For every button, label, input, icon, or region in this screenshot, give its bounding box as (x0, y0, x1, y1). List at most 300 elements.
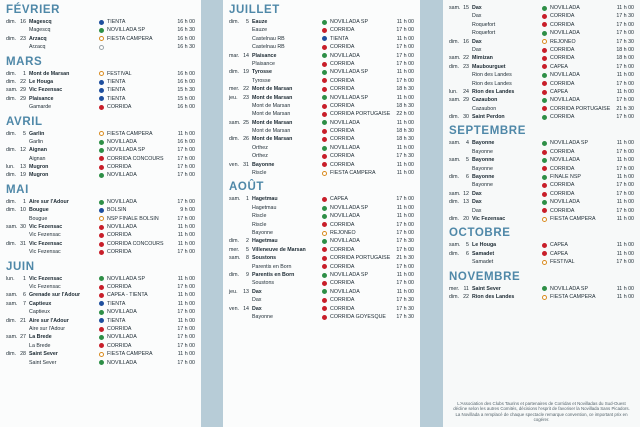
event-type: FINALE NSP (550, 174, 581, 181)
event-type-icon (542, 150, 547, 155)
event-row (449, 258, 634, 266)
event-place: La Brede (29, 334, 52, 341)
event-type-icon (542, 22, 547, 27)
event-weekday: dim. (229, 136, 240, 143)
event-weekday: mer. (449, 285, 460, 292)
event-row (229, 169, 414, 177)
event-row (6, 78, 195, 86)
event-type-icon (99, 318, 104, 323)
event-row (449, 215, 634, 223)
event-date: 29 (463, 97, 469, 104)
event-place: Aire sur l'Adour (29, 198, 69, 205)
event-type-icon (322, 273, 327, 278)
event-date: 28 (20, 351, 26, 358)
event-row (6, 240, 195, 248)
event-weekday: sam. (6, 334, 18, 341)
event-time: 11 h 00 (616, 215, 634, 222)
event-type: NOVILLADA (330, 119, 360, 126)
event-place: Soustons (252, 280, 275, 287)
event-time: 17 h 00 (177, 164, 195, 171)
event-date: 2 (246, 238, 249, 245)
event-place: Soustons (252, 255, 277, 262)
event-place: Saint Sever (472, 285, 501, 292)
event-row (229, 246, 414, 254)
event-place: Aire sur l'Adour (29, 317, 69, 324)
event-row (229, 271, 414, 279)
event-weekday: dim. (449, 199, 460, 206)
month-heading: MAI (6, 183, 29, 196)
event-row (6, 35, 195, 43)
event-row (229, 195, 414, 203)
event-place: Samadet (472, 259, 494, 266)
event-row (229, 144, 414, 152)
event-weekday: ven. (229, 161, 240, 168)
event-time: 11 h 00 (616, 242, 634, 249)
event-type-icon (322, 289, 327, 294)
event-weekday: dim. (229, 271, 240, 278)
event-type-icon (542, 166, 547, 171)
event-weekday: dim. (6, 78, 17, 85)
event-place: Hagetmau (252, 204, 277, 211)
event-type: CORRIDA GOYESQUE (330, 313, 386, 320)
event-type-icon (99, 80, 104, 85)
event-type-icon (542, 98, 547, 103)
event-weekday: ven. (229, 305, 240, 312)
event-row (449, 38, 634, 46)
event-row (449, 148, 634, 156)
event-type: CORRIDA (330, 44, 355, 51)
event-type: NOVILLADA (330, 213, 360, 220)
event-type: NOVILLADA (550, 5, 580, 11)
event-weekday: sam. (449, 5, 461, 11)
event-row (229, 152, 414, 160)
event-type-icon (99, 327, 104, 332)
event-time: 11 h 00 (177, 224, 195, 231)
event-row (229, 18, 414, 26)
event-type-icon (99, 36, 104, 41)
event-type-icon (322, 306, 327, 311)
event-date: 27 (20, 334, 26, 341)
event-row (6, 342, 195, 350)
event-type-icon (542, 217, 547, 222)
event-type: NOVILLADA SP (550, 140, 588, 147)
event-place: Vic Fezensac (29, 224, 63, 231)
event-type-icon (542, 251, 547, 256)
event-type: CORRIDA (550, 13, 575, 20)
event-row (6, 103, 195, 111)
event-time: 17 h 00 (616, 80, 634, 87)
event-place: Hagetmau (252, 238, 278, 245)
event-weekday: dim. (6, 317, 17, 324)
event-type-icon (542, 106, 547, 111)
event-time: 11 h 00 (616, 157, 634, 164)
event-row (229, 110, 414, 118)
event-type-icon (322, 53, 327, 58)
event-place: Le Houga (472, 242, 497, 249)
event-place: Aignan (29, 155, 46, 162)
event-time: 17 h 00 (177, 198, 195, 205)
event-type-icon (99, 156, 104, 161)
event-type: CORRIDA (550, 165, 575, 172)
event-place: Roquefort (472, 21, 496, 28)
event-place: Castelnau RB (252, 44, 285, 51)
event-weekday: sam. (449, 55, 461, 62)
event-type: CORRIDA (107, 249, 132, 256)
event-weekday: dim. (6, 351, 17, 358)
event-type-icon (99, 96, 104, 101)
event-type-icon (542, 192, 547, 197)
event-date: 23 (463, 63, 469, 70)
event-time: 11 h 00 (396, 170, 414, 177)
event-time: 18 h 30 (396, 136, 414, 143)
event-type-icon (322, 222, 327, 227)
event-type: CORRIDA (330, 246, 355, 253)
event-type-icon (99, 285, 104, 290)
event-weekday: dim. (449, 38, 460, 45)
event-place: Arzacq (29, 44, 46, 51)
event-row (6, 308, 195, 316)
event-place: Plaisance (252, 60, 275, 67)
event-row (6, 325, 195, 333)
event-time: 16 h 00 (177, 78, 195, 85)
event-type: TIENTA (107, 300, 126, 307)
event-type: NOVILLADA (330, 288, 360, 295)
event-type: NOVILLADA SP (107, 27, 145, 34)
event-time: 17 h 00 (177, 215, 195, 222)
event-time: 16 h 30 (177, 44, 195, 51)
event-type: TIENTA (107, 317, 126, 324)
event-place: Bayonne (472, 148, 493, 155)
event-date: 6 (466, 174, 469, 181)
event-date: 31 (243, 161, 249, 168)
event-type-icon (322, 231, 327, 236)
event-date: 5 (246, 19, 249, 25)
event-type-icon (542, 183, 547, 188)
event-time: 17 h 00 (177, 172, 195, 179)
event-time: 17 h 00 (616, 165, 634, 172)
event-row (229, 119, 414, 127)
event-type-icon (542, 48, 547, 53)
event-type-icon (542, 243, 547, 248)
event-time: 18 h 30 (396, 102, 414, 109)
event-type: NSP FINALE BOLSIN (107, 215, 159, 222)
event-type: NOVILLADA (107, 198, 137, 205)
event-type-icon (99, 20, 104, 25)
event-place: Mimizan (472, 55, 493, 62)
event-type: CAPEA (550, 63, 568, 70)
event-time: 17 h 00 (616, 30, 634, 37)
event-type-icon (322, 87, 327, 92)
month-heading: JUILLET (229, 4, 280, 16)
event-time: 17 h 00 (396, 60, 414, 67)
event-type: NOVILLADA (107, 224, 137, 231)
event-place: Garlin (29, 138, 44, 145)
event-type-icon (99, 276, 104, 281)
event-type-icon (542, 158, 547, 163)
event-time: 17 h 30 (396, 297, 414, 304)
event-type: CAPEA - TIENTA (107, 292, 148, 299)
event-type-icon (542, 31, 547, 36)
event-type: CORRIDA (550, 55, 575, 62)
event-place: Samadet (472, 250, 495, 257)
event-weekday: sam. (449, 157, 461, 164)
event-date: 5 (466, 242, 469, 249)
event-type: CORRIDA (330, 297, 355, 304)
event-date: 13 (463, 199, 469, 206)
event-time: 11 h 00 (396, 213, 414, 220)
event-weekday: sam. (6, 224, 18, 231)
event-time: 17 h 00 (177, 155, 195, 162)
event-time: 17 h 00 (177, 334, 195, 341)
event-place: Bayonne (472, 174, 495, 181)
event-type-icon (99, 165, 104, 170)
event-date: 13 (243, 288, 249, 295)
event-row (229, 254, 414, 262)
event-type-icon (99, 131, 104, 136)
event-place: Aignan (29, 147, 47, 154)
event-type-icon (322, 247, 327, 252)
event-weekday: sam. (229, 255, 241, 262)
event-date: 16 (463, 38, 469, 45)
event-row (6, 206, 195, 214)
event-type: NOVILLADA (550, 97, 580, 104)
event-type: NOVILLADA SP (330, 204, 368, 211)
event-weekday: dim. (449, 215, 460, 222)
event-time: 11 h 00 (177, 317, 195, 324)
event-place: Vic Fezensac (472, 215, 506, 222)
event-row (449, 165, 634, 173)
event-place: Vic Fezensac (29, 275, 63, 282)
event-time: 11 h 00 (177, 130, 195, 137)
event-date: 4 (466, 140, 469, 147)
event-type-icon (322, 154, 327, 159)
event-row (6, 95, 195, 103)
event-date: 13 (20, 164, 26, 171)
event-place: Bayonne (472, 140, 495, 147)
event-row (229, 296, 414, 304)
event-row (229, 52, 414, 60)
event-time: 17 h 30 (616, 38, 634, 45)
event-type: CORRIDA CONCOURS (107, 155, 164, 162)
event-row (449, 241, 634, 249)
event-row (229, 26, 414, 34)
event-row (449, 63, 634, 71)
event-place: Dax (252, 305, 262, 312)
event-row (449, 198, 634, 206)
event-row (6, 70, 195, 78)
event-type: CORRIDA (550, 148, 575, 155)
event-place: Parentis en Born (252, 271, 295, 278)
event-row (6, 215, 195, 223)
event-time: 11 h 00 (396, 35, 414, 42)
event-date: 5 (466, 157, 469, 164)
event-place: Vic Fezensac (29, 283, 61, 290)
event-place: Le Houga (29, 78, 54, 85)
event-time: 16 h 00 (177, 138, 195, 145)
event-place: Vic Fezensac (29, 240, 63, 247)
event-date: 10 (20, 207, 26, 214)
event-type: CORRIDA (330, 77, 355, 84)
event-row (6, 231, 195, 239)
event-place: Vic Fezensac (29, 249, 61, 256)
event-date: 31 (20, 240, 26, 247)
event-time: 11 h 00 (396, 94, 414, 101)
event-type: TIENTA (330, 35, 349, 42)
event-type-icon (322, 129, 327, 134)
event-place: Mont de Marsan (29, 70, 70, 77)
event-weekday: sam. (6, 87, 18, 94)
event-place: Plaisance (252, 52, 277, 59)
event-row (449, 29, 634, 37)
event-type: CORRIDA (107, 104, 132, 111)
event-weekday: dim. (449, 174, 460, 181)
event-weekday: mer. (229, 246, 240, 253)
event-row (6, 171, 195, 179)
event-row (449, 156, 634, 164)
event-date: 26 (243, 136, 249, 143)
event-type-icon (542, 208, 547, 213)
event-place: Tyrosse (252, 77, 271, 84)
event-place: Rion des Landes (472, 80, 512, 87)
event-time: 11 h 00 (616, 88, 634, 95)
event-weekday: dim. (449, 63, 460, 70)
event-place: Cazaubon (472, 97, 498, 104)
event-date: 25 (243, 119, 249, 126)
event-date: 1 (23, 70, 26, 77)
event-time: 11 h 00 (616, 199, 634, 206)
event-type-icon (322, 146, 327, 151)
event-time: 17 h 00 (616, 207, 634, 214)
event-type: CORRIDA (107, 164, 132, 171)
event-type-icon (99, 310, 104, 315)
event-place: Bougue (29, 207, 49, 214)
event-place: Dax (472, 13, 482, 20)
event-place: Mont de Marsan (252, 119, 293, 126)
event-place: Tyrosse (252, 69, 272, 76)
event-place: Rion des Landes (472, 72, 512, 79)
event-weekday: mer. (229, 86, 240, 93)
event-weekday: dim. (6, 70, 17, 77)
event-place: Bayonne (252, 161, 275, 168)
event-type: CORRIDA (107, 232, 132, 239)
event-type: CORRIDA (330, 221, 355, 228)
month-heading: SEPTEMBRE (449, 125, 526, 138)
event-time: 17 h 00 (177, 309, 195, 316)
event-weekday: jeu. (229, 288, 238, 295)
event-place: Dax (472, 199, 482, 206)
event-row (6, 163, 195, 171)
event-type-icon (99, 293, 104, 298)
event-row (6, 86, 195, 94)
event-type-icon (322, 95, 327, 100)
event-place: Magescq (29, 19, 52, 25)
event-place: Dax (472, 38, 482, 45)
event-row (6, 248, 195, 256)
event-row (449, 139, 634, 147)
event-type: CORRIDA (330, 153, 355, 160)
event-type-icon (542, 56, 547, 61)
event-place: Garlin (29, 130, 45, 137)
event-row (449, 88, 634, 96)
event-time: 17 h 00 (177, 147, 195, 154)
event-row (229, 204, 414, 212)
event-time: 17 h 00 (177, 359, 195, 366)
event-type: CORRIDA (330, 280, 355, 287)
event-place: Bougue (29, 215, 48, 222)
month-heading: JUIN (6, 260, 35, 273)
event-weekday: dim. (6, 207, 17, 214)
month-heading: AOÛT (229, 181, 264, 194)
event-type: TIENTA (107, 95, 126, 102)
event-type: NOVILLADA (107, 138, 137, 145)
event-weekday: dim. (229, 19, 240, 25)
event-row (6, 138, 195, 146)
event-row (229, 60, 414, 68)
event-type-icon (322, 45, 327, 50)
event-type: CORRIDA PORTUGAISE (550, 105, 611, 112)
event-row (229, 221, 414, 229)
event-row (449, 250, 634, 258)
event-type: CORRIDA (550, 114, 575, 121)
event-row (449, 173, 634, 181)
event-type-icon (99, 140, 104, 145)
event-row (6, 300, 195, 308)
event-row (229, 68, 414, 76)
event-weekday: sam. (449, 140, 461, 147)
event-time: 16 h 00 (177, 19, 195, 25)
event-place: Bayonne (472, 157, 495, 164)
event-type: FESTIVAL (550, 259, 575, 266)
event-type-icon (322, 120, 327, 125)
event-place: Mont de Marsan (252, 111, 291, 118)
event-time: 11 h 00 (177, 240, 195, 247)
event-date: 12 (463, 190, 469, 197)
event-type: CORRIDA (107, 342, 132, 349)
event-type: NOVILLADA (330, 52, 360, 59)
event-type-icon (542, 14, 547, 19)
event-type: CORRIDA (330, 161, 355, 168)
event-place: Dax (472, 207, 482, 214)
event-row (229, 237, 414, 245)
event-date: 1 (23, 198, 26, 205)
event-weekday: dim. (6, 172, 17, 179)
event-time: 11 h 00 (616, 72, 634, 79)
event-type: CAPEA (550, 250, 568, 257)
event-time: 17 h 00 (616, 190, 634, 197)
event-time: 21 h 30 (396, 255, 414, 262)
event-time: 17 h 00 (396, 246, 414, 253)
event-time: 17 h 00 (616, 97, 634, 104)
event-type: CORRIDA (330, 60, 355, 67)
event-type-icon (322, 256, 327, 261)
event-time: 17 h 00 (396, 221, 414, 228)
month-heading: OCTOBRE (449, 227, 511, 240)
event-row (6, 18, 195, 26)
event-row (229, 94, 414, 102)
event-date: 1 (23, 275, 26, 282)
event-place: Saint Perdon (472, 114, 505, 121)
event-type: CORRIDA PORTUGAISE (330, 111, 391, 118)
event-time: 16 h 00 (177, 104, 195, 111)
event-type: FIESTA CAMPERA (330, 170, 376, 177)
event-type-icon (99, 71, 104, 76)
event-row (6, 317, 195, 325)
event-row (6, 26, 195, 34)
event-date: 20 (463, 215, 469, 222)
event-type-icon (99, 343, 104, 348)
event-time: 17 h 30 (616, 13, 634, 20)
event-time: 17 h 00 (396, 52, 414, 59)
